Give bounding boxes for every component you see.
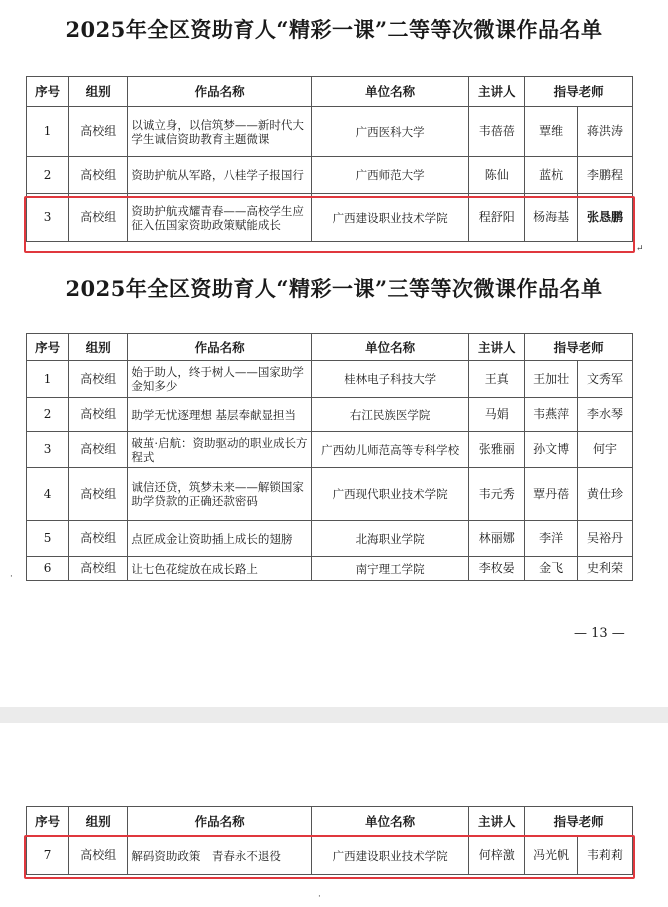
cell-group: 高校组 (69, 468, 128, 521)
cell-seq: 2 (27, 398, 69, 432)
cell-unit: 广西现代职业技术学院 (312, 468, 469, 521)
header-advisor: 指导老师 (525, 334, 633, 361)
scan-mark: · (318, 892, 321, 902)
cell-unit: 广西师范大学 (312, 157, 469, 194)
section3-table (26, 806, 633, 875)
cell-seq: 3 (27, 432, 69, 468)
cell-advisor2: 何宇 (578, 432, 633, 468)
cell-speaker: 林丽娜 (469, 521, 525, 557)
table-row (27, 361, 633, 398)
cell-advisor1: 覃维 (525, 107, 578, 157)
cell-work: 解码资助政策 青春永不退役 (128, 837, 312, 875)
cell-seq: 6 (27, 557, 69, 581)
cell-speaker: 韦蓓蓓 (469, 107, 525, 157)
header-group: 组别 (69, 807, 128, 837)
cell-work: 点匠成金让资助插上成长的翅膀 (128, 521, 312, 557)
table-header-row (27, 807, 633, 837)
cell-unit: 广西建设职业技术学院 (312, 837, 469, 875)
header-advisor: 指导老师 (525, 77, 633, 107)
table-row (27, 398, 633, 432)
cell-group: 高校组 (69, 157, 128, 194)
cell-group: 高校组 (69, 398, 128, 432)
cell-unit: 北海职业学院 (312, 521, 469, 557)
table-row (27, 837, 633, 875)
header-unit: 单位名称 (312, 807, 469, 837)
header-unit: 单位名称 (312, 334, 469, 361)
cell-unit: 广西幼儿师范高等专科学校 (312, 432, 469, 468)
section2-title: 2025年全区资助育人“精彩一课”三等等次微课作品名单 (65, 276, 603, 301)
cell-unit: 南宁理工学院 (312, 557, 469, 581)
header-seq: 序号 (27, 807, 69, 837)
header-group: 组别 (69, 77, 128, 107)
cell-advisor2: 黄仕珍 (578, 468, 633, 521)
page-number: — 13 — (574, 626, 625, 641)
cell-work: 资助护航戎耀青春——高校学生应征入伍国家资助政策赋能成长 (128, 194, 312, 242)
cell-advisor1: 韦燕萍 (525, 398, 578, 432)
table-row (27, 557, 633, 581)
cell-speaker: 李枚晏 (469, 557, 525, 581)
cell-work: 以诚立身，以信筑梦——新时代大学生诚信资助教育主题微课 (128, 107, 312, 157)
cell-unit: 广西建设职业技术学院 (312, 194, 469, 242)
cell-advisor1: 孙文博 (525, 432, 578, 468)
header-work: 作品名称 (128, 334, 312, 361)
cell-unit: 右江民族医学院 (312, 398, 469, 432)
cell-speaker: 韦元秀 (469, 468, 525, 521)
header-work: 作品名称 (128, 807, 312, 837)
cell-advisor1: 金飞 (525, 557, 578, 581)
cell-advisor2: 蒋洪涛 (578, 107, 633, 157)
cell-seq: 5 (27, 521, 69, 557)
cell-advisor1: 蓝杭 (525, 157, 578, 194)
cell-group: 高校组 (69, 432, 128, 468)
cell-seq: 1 (27, 107, 69, 157)
cell-work: 破茧·启航：资助驱动的职业成长方程式 (128, 432, 312, 468)
cell-advisor2: 史利荣 (578, 557, 633, 581)
cell-advisor1: 冯光帆 (525, 837, 578, 875)
cell-work: 让七色花绽放在成长路上 (128, 557, 312, 581)
cell-unit: 广西医科大学 (312, 107, 469, 157)
scan-mark: ↵ (636, 244, 644, 254)
header-speaker: 主讲人 (469, 77, 525, 107)
scan-mark: · (10, 572, 13, 582)
cell-advisor2: 张恳鹏 (578, 194, 633, 242)
cell-speaker: 何梓激 (469, 837, 525, 875)
cell-speaker: 王真 (469, 361, 525, 398)
cell-seq: 4 (27, 468, 69, 521)
cell-group: 高校组 (69, 557, 128, 581)
cell-speaker: 陈仙 (469, 157, 525, 194)
section2-table (26, 333, 633, 581)
cell-seq: 1 (27, 361, 69, 398)
cell-advisor2: 李鹏程 (578, 157, 633, 194)
page-gap (0, 707, 668, 723)
header-group: 组别 (69, 334, 128, 361)
header-advisor: 指导老师 (525, 807, 633, 837)
header-speaker: 主讲人 (469, 334, 525, 361)
cell-work: 资助护航从军路，八桂学子报国行 (128, 157, 312, 194)
cell-group: 高校组 (69, 361, 128, 398)
cell-speaker: 程舒阳 (469, 194, 525, 242)
header-seq: 序号 (27, 77, 69, 107)
cell-group: 高校组 (69, 837, 128, 875)
cell-work: 始于助人，终于树人——国家助学金知多少 (128, 361, 312, 398)
table-row (27, 194, 633, 242)
table-row (27, 107, 633, 157)
cell-seq: 7 (27, 837, 69, 875)
cell-seq: 3 (27, 194, 69, 242)
section1-title: 2025年全区资助育人“精彩一课”二等等次微课作品名单 (65, 17, 603, 42)
cell-advisor1: 王加壮 (525, 361, 578, 398)
cell-advisor2: 文秀军 (578, 361, 633, 398)
cell-advisor1: 杨海基 (525, 194, 578, 242)
cell-work: 助学无忧逐理想 基层奉献显担当 (128, 398, 312, 432)
table-row (27, 468, 633, 521)
header-speaker: 主讲人 (469, 807, 525, 837)
cell-advisor2: 韦莉莉 (578, 837, 633, 875)
table-row (27, 432, 633, 468)
cell-seq: 2 (27, 157, 69, 194)
section1-table (26, 76, 633, 242)
cell-advisor2: 吴裕丹 (578, 521, 633, 557)
cell-advisor1: 覃丹蓓 (525, 468, 578, 521)
table-header-row (27, 334, 633, 361)
table-row (27, 157, 633, 194)
cell-advisor2: 李水琴 (578, 398, 633, 432)
cell-work: 诚信还贷，筑梦未来——解锁国家助学贷款的正确还款密码 (128, 468, 312, 521)
cell-group: 高校组 (69, 194, 128, 242)
table-row (27, 521, 633, 557)
cell-speaker: 张雅丽 (469, 432, 525, 468)
cell-advisor1: 李洋 (525, 521, 578, 557)
cell-speaker: 马娟 (469, 398, 525, 432)
header-work: 作品名称 (128, 77, 312, 107)
header-seq: 序号 (27, 334, 69, 361)
cell-group: 高校组 (69, 107, 128, 157)
cell-unit: 桂林电子科技大学 (312, 361, 469, 398)
header-unit: 单位名称 (312, 77, 469, 107)
table-header-row (27, 77, 633, 107)
cell-group: 高校组 (69, 521, 128, 557)
